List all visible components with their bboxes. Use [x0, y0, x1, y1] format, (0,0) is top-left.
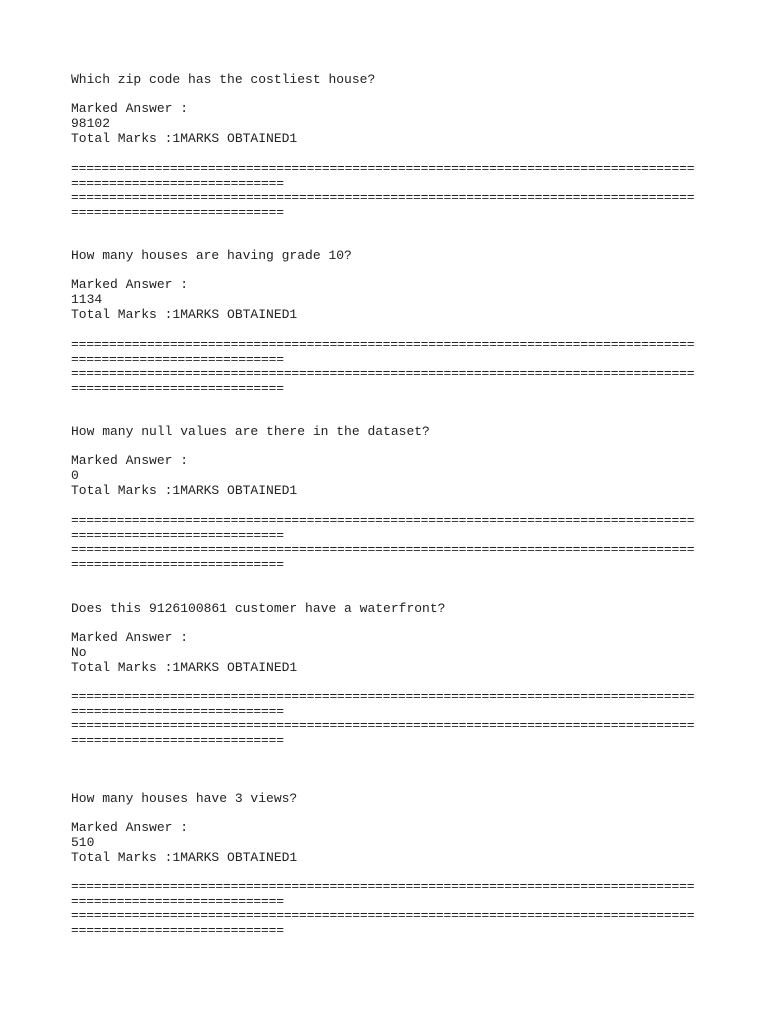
answer-value: No [71, 645, 87, 660]
marks-line: Total Marks :1MARKS OBTAINED1 [71, 850, 298, 865]
answer-value: 510 [71, 835, 95, 850]
marks-line: Total Marks :1MARKS OBTAINED1 [71, 131, 298, 146]
marks-line: Total Marks :1MARKS OBTAINED1 [71, 660, 298, 675]
divider-line: ================================================================================== [71, 366, 695, 381]
divider-line: ============================ [71, 557, 284, 572]
answer-value: 98102 [71, 116, 111, 131]
marks-line: Total Marks :1MARKS OBTAINED1 [71, 307, 298, 322]
question-text: Which zip code has the costliest house? [71, 72, 376, 87]
divider-line: ============================ [71, 176, 284, 191]
divider-line: ================================================================================== [71, 718, 695, 733]
divider-line: ================================================================================== [71, 908, 695, 923]
divider-line: ================================================================================== [71, 689, 695, 704]
divider-line: ================================================================================== [71, 879, 695, 894]
divider-line: ============================ [71, 352, 284, 367]
divider-line: ============================ [71, 733, 284, 748]
question-text: Does this 9126100861 customer have a waterfront? [71, 601, 446, 616]
divider-line: ============================ [71, 704, 284, 719]
marked-answer-label: Marked Answer : [71, 820, 189, 835]
divider-line: ================================================================================== [71, 513, 695, 528]
exam-results-page [71, 0, 711, 1024]
question-text: How many houses are having grade 10? [71, 248, 352, 263]
divider-line: ============================ [71, 528, 284, 543]
divider-line: ============================ [71, 381, 284, 396]
marks-line: Total Marks :1MARKS OBTAINED1 [71, 483, 298, 498]
marked-answer-label: Marked Answer : [71, 277, 189, 292]
question-text: How many houses have 3 views? [71, 791, 298, 806]
divider-line: ================================================================================== [71, 161, 695, 176]
divider-line: ================================================================================== [71, 190, 695, 205]
divider-line: ============================ [71, 894, 284, 909]
marked-answer-label: Marked Answer : [71, 453, 189, 468]
marked-answer-label: Marked Answer : [71, 630, 189, 645]
divider-line: ============================ [71, 205, 284, 220]
answer-value: 1134 [71, 292, 103, 307]
divider-line: ================================================================================== [71, 542, 695, 557]
question-text: How many null values are there in the dataset? [71, 424, 430, 439]
answer-value: 0 [71, 468, 79, 483]
divider-line: ============================ [71, 923, 284, 938]
divider-line: ================================================================================== [71, 337, 695, 352]
marked-answer-label: Marked Answer : [71, 101, 189, 116]
